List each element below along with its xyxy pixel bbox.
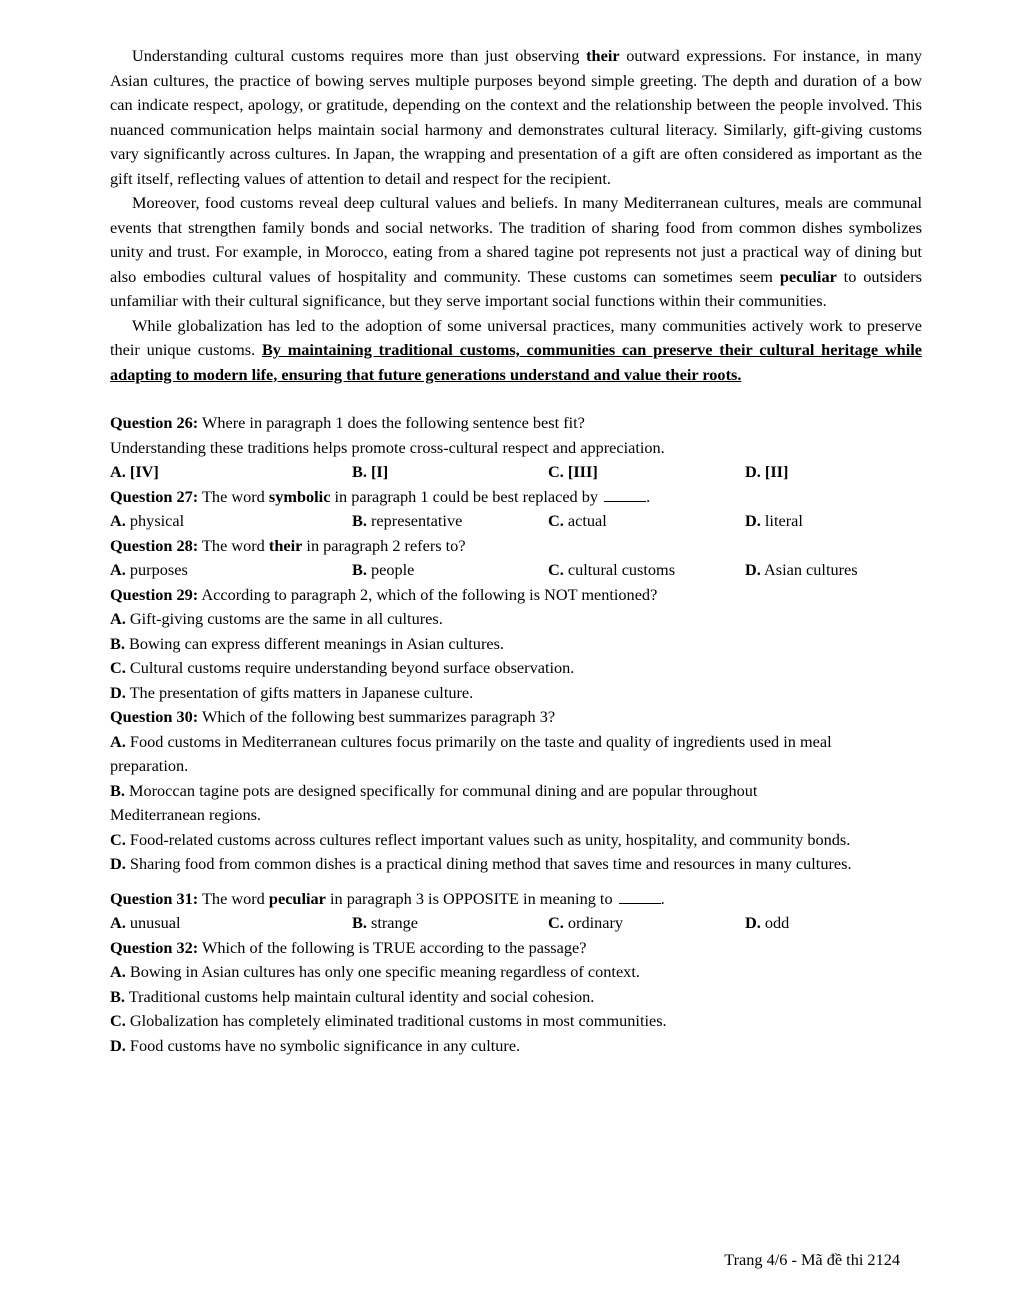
question-27-options: [110, 509, 922, 534]
question-27: [110, 485, 922, 510]
option-text: [III]: [563, 462, 598, 481]
question-32: [110, 936, 922, 961]
question-label: Question 32:: [110, 937, 199, 957]
option-b: [110, 779, 922, 828]
option-text: Food customs in Mediterranean cultures focus primarily on the taste and quality of ingredients used in meal preparation.: [110, 731, 832, 775]
option-letter: C.: [110, 829, 126, 849]
text: While globalization has led to the adoption of some universal practices, many communities actively work to preserve their unique customs.: [110, 315, 922, 359]
option-letter: A.: [110, 560, 126, 579]
option-text: odd: [760, 913, 790, 932]
option-d: [745, 509, 915, 534]
text: outward expressions. For instance, in many Asian cultures, the practice of bowing serves multiple purposes beyond simple greeting. The depth and duration of a bow can indicate respect, apology, or gratitude, depending on the context and the relationship between the people involved. This nuanced communication helps maintain social harmony and demonstrates cultural literacy. Similarly, gift-giving customs vary significantly across cultures. In Japan, the wrapping and presentation of a gift are often considered as important as the gift itself, reflecting values of attention to detail and respect for the recipient.: [110, 46, 922, 188]
question-label: Question 30:: [110, 707, 199, 726]
exam-page: [110, 44, 922, 1058]
question-31-options: [110, 911, 922, 936]
option-d: [745, 558, 915, 583]
option-text: physical: [125, 511, 185, 530]
option-a: [110, 558, 352, 583]
option-letter: B.: [352, 511, 367, 530]
option-b: [352, 558, 548, 583]
option-text: [IV]: [125, 462, 159, 481]
option-text: people: [366, 560, 415, 579]
question-26-options: [110, 460, 922, 485]
option-text: representative: [366, 511, 463, 530]
option-letter: A.: [110, 511, 126, 530]
option-text: Traditional customs help maintain cultural identity and social cohesion.: [124, 986, 595, 1006]
option-text: [II]: [760, 462, 789, 481]
question-label: Question 26:: [110, 413, 199, 432]
option-letter: D.: [110, 854, 126, 873]
text: Understanding cultural customs requires more than just observing: [132, 46, 587, 65]
option-a: [110, 509, 352, 534]
question-30: [110, 705, 922, 730]
highlighted-word: their: [268, 535, 303, 555]
question-text: The word: [198, 535, 269, 555]
question-label: Question 27:: [110, 486, 199, 506]
option-a: [110, 960, 922, 985]
answer-blank: [604, 487, 646, 502]
option-text: Food-related customs across cultures reflect important values such as unity, hospitality, and community bonds.: [125, 829, 851, 849]
option-b: [352, 911, 548, 936]
option-b: [110, 985, 922, 1010]
option-text: ordinary: [563, 913, 624, 932]
option-letter: C.: [548, 511, 564, 530]
option-text: The presentation of gifts matters in Japanese culture.: [125, 682, 474, 702]
question-26-sentence: Understanding these traditions helps promote cross-cultural respect and appreciation.: [110, 437, 665, 457]
page-footer: Trang 4/6 - Mã đề thi 2124: [724, 1250, 900, 1269]
option-letter: B.: [352, 913, 367, 932]
option-letter: D.: [745, 560, 761, 579]
question-31: [110, 887, 922, 912]
option-c: [110, 1009, 922, 1034]
option-letter: B.: [110, 633, 125, 653]
question-text: Which of the following best summarizes paragraph 3?: [198, 707, 556, 726]
option-letter: D.: [110, 1035, 126, 1055]
option-text: Globalization has completely eliminated traditional customs in most communities.: [125, 1011, 667, 1030]
option-d: [745, 911, 915, 936]
question-label: Question 29:: [110, 584, 199, 604]
option-text: Asian cultures: [760, 560, 858, 579]
option-text: [I]: [366, 462, 389, 481]
option-a: [110, 730, 922, 779]
underlined-sentence: By maintaining traditional customs, communities can preserve their cultural heritage while adapting to modern life, ensuring that future generations understand and value their roots.: [110, 340, 923, 384]
option-letter: C.: [548, 462, 564, 481]
answer-blank: [619, 889, 661, 904]
option-d: [110, 1034, 922, 1059]
option-letter: A.: [110, 913, 126, 932]
option-d: [110, 852, 922, 877]
option-c: [548, 558, 745, 583]
question-28-options: [110, 558, 922, 583]
option-a: [110, 911, 352, 936]
option-letter: D.: [745, 913, 761, 932]
option-text: Food customs have no symbolic significance in any culture.: [125, 1035, 521, 1055]
question-text: in paragraph 1 could be best replaced by: [330, 486, 603, 506]
passage-paragraph-1: [110, 44, 922, 191]
question-text: .: [660, 888, 665, 908]
option-c: [548, 509, 745, 534]
option-letter: A.: [110, 731, 126, 751]
highlighted-word: their: [586, 46, 620, 65]
option-b: [352, 509, 548, 534]
option-c: [548, 911, 745, 936]
question-text: in paragraph 3 is OPPOSITE in meaning to: [325, 888, 617, 908]
option-letter: B.: [110, 780, 125, 800]
option-text: Bowing can express different meanings in Asian cultures.: [124, 633, 504, 653]
option-letter: D.: [745, 462, 761, 481]
question-26: [110, 411, 922, 436]
question-29: [110, 583, 922, 608]
option-a: [110, 460, 352, 485]
option-letter: C.: [548, 560, 564, 579]
option-letter: A.: [110, 609, 126, 628]
question-text: in paragraph 2 refers to?: [302, 535, 466, 555]
spacer: [110, 877, 922, 887]
option-text: Bowing in Asian cultures has only one specific meaning regardless of context.: [125, 962, 640, 981]
option-text: unusual: [125, 913, 181, 932]
question-text: .: [646, 486, 651, 506]
option-letter: B.: [352, 462, 367, 481]
option-letter: C.: [110, 658, 126, 677]
highlighted-word: peculiar: [779, 266, 837, 286]
option-b: [352, 460, 548, 485]
option-letter: A.: [110, 962, 126, 981]
text: Moreover, food customs reveal deep cultural values and beliefs. In many Mediterranean cultures, meals are communal events that strengthen family bonds and social networks. The tradition of sharing food from common dishes symbolizes unity and trust. For example, in Morocco, eating from a shared tagine pot represents not just a practical way of dining but also embodies cultural values of hospitality and community. These customs can sometimes seem: [110, 193, 922, 286]
option-text: strange: [366, 913, 419, 932]
option-text: cultural customs: [563, 560, 676, 579]
option-letter: C.: [548, 913, 564, 932]
option-c: [110, 656, 922, 681]
option-letter: C.: [110, 1011, 126, 1030]
option-d: [745, 460, 915, 485]
option-c: [548, 460, 745, 485]
option-letter: B.: [352, 560, 367, 579]
option-letter: D.: [745, 511, 761, 530]
option-a: [110, 607, 922, 632]
question-text: According to paragraph 2, which of the following is NOT mentioned?: [198, 584, 658, 604]
option-text: purposes: [125, 560, 188, 579]
option-letter: D.: [110, 682, 126, 702]
question-label: Question 31:: [110, 888, 199, 908]
passage-paragraph-3: [110, 314, 922, 388]
option-b: [110, 632, 922, 657]
question-text: Where in paragraph 1 does the following sentence best fit?: [198, 413, 585, 432]
highlighted-word: symbolic: [268, 486, 331, 506]
option-text: Sharing food from common dishes is a practical dining method that saves time and resources in many cultures.: [125, 854, 852, 873]
question-label: Question 28:: [110, 535, 199, 555]
passage-paragraph-2: [110, 191, 922, 314]
option-letter: A.: [110, 462, 126, 481]
option-letter: B.: [110, 986, 125, 1006]
highlighted-word: peculiar: [268, 888, 326, 908]
question-text: Which of the following is TRUE according to the passage?: [198, 937, 587, 957]
question-28: [110, 534, 922, 559]
option-text: Gift-giving customs are the same in all cultures.: [125, 609, 443, 628]
option-d: [110, 681, 922, 706]
spacer: [110, 387, 922, 411]
question-text: The word: [198, 486, 269, 506]
option-text: actual: [563, 511, 607, 530]
text: to outsiders unfamiliar with their cultural significance, but they serve important social functions within their communities.: [110, 266, 922, 310]
question-text: The word: [198, 888, 269, 908]
option-text: literal: [760, 511, 803, 530]
option-c: [110, 828, 922, 853]
option-text: Moroccan tagine pots are designed specifically for communal dining and are popular throughout Mediterranean regions.: [110, 780, 758, 824]
option-text: Cultural customs require understanding beyond surface observation.: [125, 658, 575, 677]
